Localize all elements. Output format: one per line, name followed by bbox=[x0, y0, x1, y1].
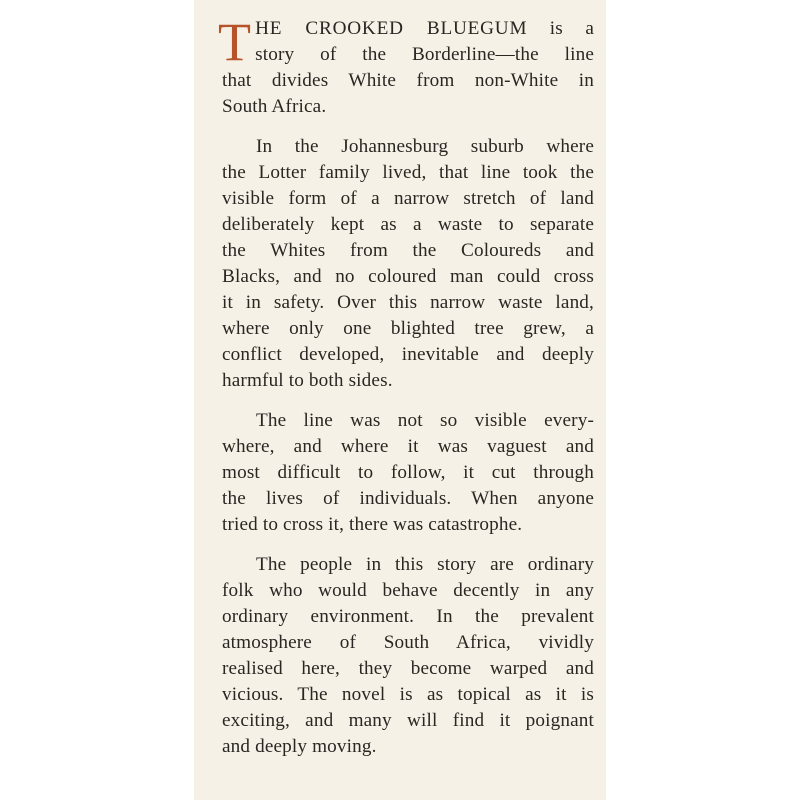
paragraph-1-line-1 bbox=[222, 16, 594, 42]
paragraph-2-line-2: the Lotter family lived, that line took the bbox=[222, 162, 594, 183]
paragraph-3-line-5: tried to cross it, there was catastrophe. bbox=[222, 514, 523, 535]
paragraph-4-line-5: realised here, they become warped and bbox=[222, 658, 594, 679]
paragraph-2-line-5: the Whites from the Coloureds and bbox=[222, 240, 594, 261]
paragraph-4-line-1: The people in this story are ordinary bbox=[256, 554, 594, 575]
paragraph-1-line-1-rest: is a bbox=[527, 18, 594, 39]
paragraph-4 bbox=[222, 552, 594, 760]
paragraph-1-line-2: story of the Borderline—the line bbox=[255, 44, 594, 65]
drop-cap: T bbox=[218, 12, 252, 72]
paragraph-4-line-3: ordinary environment. In the prevalent bbox=[222, 606, 594, 627]
paragraph-3-line-4: the lives of individuals. When anyone bbox=[222, 488, 594, 509]
paragraph-2-line-3: visible form of a narrow stretch of land bbox=[222, 188, 594, 209]
paragraph-1-line-4: South Africa. bbox=[222, 96, 327, 117]
paragraph-1 bbox=[218, 12, 594, 120]
paragraph-2-line-6: Blacks, and no coloured man could cross bbox=[222, 266, 594, 287]
paragraph-4-line-7: exciting, and many will find it poignant bbox=[222, 710, 594, 731]
paragraph-3-line-1: The line was not so visible every- bbox=[256, 410, 594, 431]
paragraph-1-line-3: that divides White from non-White in bbox=[222, 70, 594, 91]
paragraph-2 bbox=[222, 134, 594, 394]
paragraph-2-line-9: conflict developed, inevitable and deeply bbox=[222, 344, 594, 365]
book-title: HE CROOKED BLUEGUM bbox=[255, 18, 528, 39]
paragraph-4-line-6: vicious. The novel is as topical as it is bbox=[222, 684, 594, 705]
paragraph-3-line-2: where, and where it was vaguest and bbox=[222, 436, 594, 457]
paragraph-3 bbox=[222, 408, 594, 538]
paragraph-2-line-4: deliberately kept as a waste to separate bbox=[222, 214, 594, 235]
paragraph-2-line-8: where only one blighted tree grew, a bbox=[222, 318, 594, 339]
paragraph-4-line-4: atmosphere of South Africa, vividly bbox=[222, 632, 594, 653]
paragraph-2-line-1: In the Johannesburg suburb where bbox=[256, 136, 594, 157]
paragraph-4-line-2: folk who would behave decently in any bbox=[222, 580, 594, 601]
paragraph-2-line-7: it in safety. Over this narrow waste land, bbox=[222, 292, 594, 313]
paragraph-3-line-3: most difficult to follow, it cut through bbox=[222, 462, 594, 483]
paragraph-2-line-10: harmful to both sides. bbox=[222, 370, 393, 391]
paragraph-4-line-8: and deeply moving. bbox=[222, 736, 377, 757]
jacket-flap-page bbox=[194, 0, 606, 800]
